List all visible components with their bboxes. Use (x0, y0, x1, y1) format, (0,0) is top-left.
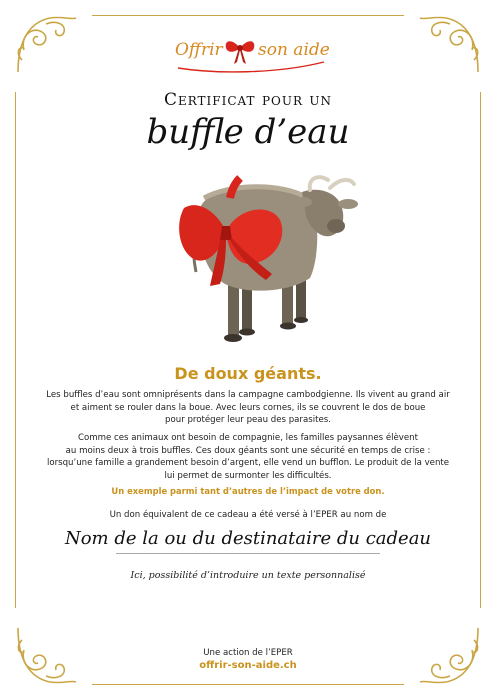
logo-swoosh-icon (176, 60, 326, 74)
water-buffalo-image (170, 168, 365, 348)
certificate-title: Certificat pour un (163, 90, 333, 110)
logo (0, 30, 496, 74)
frame-bottom-line (92, 684, 404, 685)
donation-statement: Un don équivalent de ce cadeau a été versé à l’EPER au nom de (109, 510, 387, 520)
certificate-subject: buffle d’eau (146, 112, 350, 152)
footer-action-text: Une action de l’EPER (203, 648, 293, 658)
section-heading: De doux géants. (174, 364, 322, 383)
paragraph-2-line: Comme ces animaux ont besoin de compagnie, les familles paysannes élèvent (78, 433, 418, 443)
paragraph-2 (40, 432, 456, 482)
paragraph-2-line: lorsqu’une famille a grandement besoin d’argent, elle vend un bufflon. Le produit de la vente (46, 458, 450, 468)
paragraph-2-line: au moins deux à trois buffles. Ces doux géants sont une sécurité en temps de crise : (65, 445, 431, 456)
paragraph-1-line: pour protéger leur peau des parasites. (165, 415, 331, 425)
logo-text-right: son aide (258, 40, 330, 60)
paragraph-1-line: Les buffles d’eau sont omniprésents dans la campagne cambodgienne. Ils vivent au grand air (46, 390, 450, 400)
paragraph-2-line: lui permet de surmonter les difficultés. (164, 470, 332, 481)
custom-message: Ici, possibilité d’introduire un texte personnalisé (130, 570, 366, 581)
recipient-underline (116, 553, 380, 554)
paragraph-1-line: et aiment se rouler dans la boue. Avec leurs cornes, ils se couvrent le dos de boue (70, 402, 426, 413)
logo-text-left: Offrir (175, 40, 223, 60)
impact-highlight: Un exemple parmi tant d’autres de l’impact de votre don. (111, 486, 385, 496)
frame-top-line (92, 15, 404, 16)
recipient-name: Nom de la ou du destinataire du cadeau (64, 528, 432, 549)
footer-website-link[interactable]: offrir-son-aide.ch (199, 660, 297, 671)
paragraph-1 (40, 389, 456, 427)
